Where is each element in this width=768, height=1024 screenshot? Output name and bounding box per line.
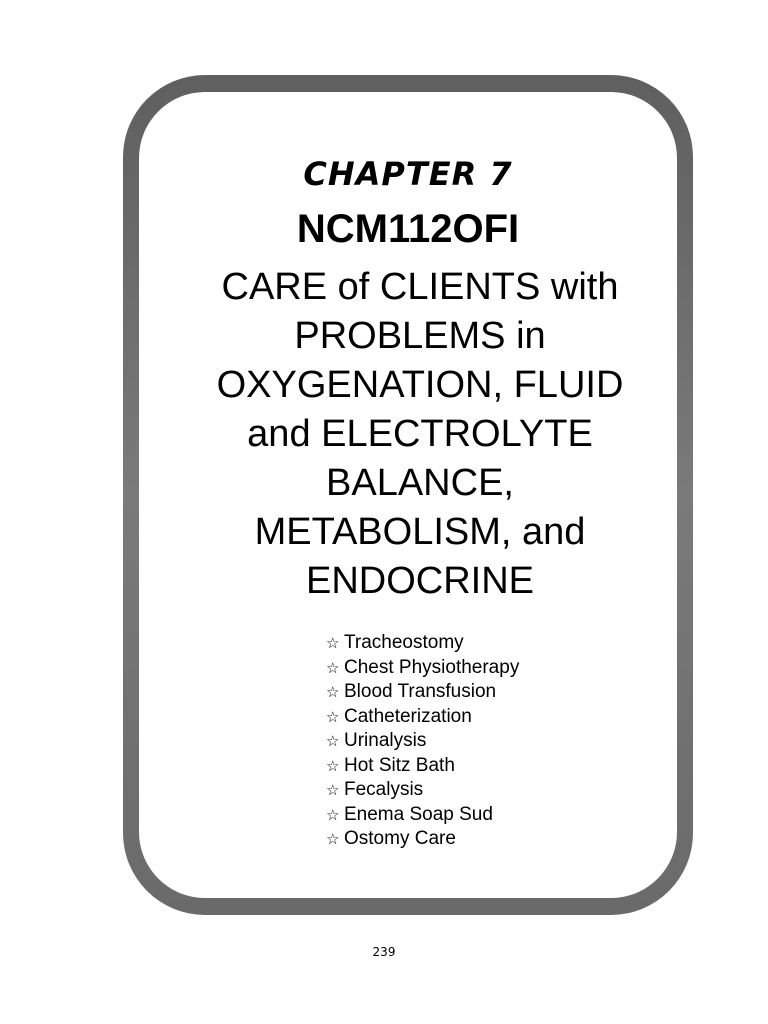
page-number: 239: [372, 945, 396, 959]
title-line: BALANCE,: [326, 462, 514, 504]
star-outline-icon: ☆: [326, 707, 340, 726]
topic-label: Chest Physiotherapy: [344, 656, 520, 678]
chapter-label: CHAPTER 7: [303, 155, 513, 193]
topic-label: Urinalysis: [344, 730, 427, 751]
topic-label: Tracheostomy: [344, 632, 464, 653]
star-outline-icon: ☆: [326, 683, 340, 701]
list-item: [326, 631, 519, 656]
star-outline-icon: ☆: [326, 805, 340, 824]
list-item: [326, 656, 519, 681]
title-line: CARE of CLIENTS with: [221, 266, 619, 308]
topic-label: Hot Sitz Bath: [344, 754, 455, 776]
list-item: [326, 705, 519, 730]
star-outline-icon: ☆: [326, 658, 340, 677]
topic-label: Ostomy Care: [344, 828, 456, 849]
list-item: [326, 729, 519, 754]
star-outline-icon: ☆: [326, 732, 340, 750]
list-item: [326, 827, 519, 852]
title-line: PROBLEMS in: [294, 315, 546, 357]
topic-label: Fecalysis: [344, 779, 424, 800]
list-item: [326, 778, 519, 803]
course-code: NCM112OFI: [296, 207, 520, 251]
topic-list: [326, 631, 519, 852]
list-item: [326, 803, 519, 828]
topic-label: Enema Soap Sud: [344, 803, 493, 825]
star-outline-icon: ☆: [326, 781, 340, 799]
chapter-title: [160, 263, 680, 606]
star-outline-icon: ☆: [326, 756, 340, 775]
star-outline-icon: ☆: [326, 634, 340, 652]
star-outline-icon: ☆: [326, 830, 340, 848]
title-line: OXYGENATION, FLUID: [216, 364, 624, 406]
title-line: and ELECTROLYTE: [247, 413, 593, 455]
topic-label: Blood Transfusion: [344, 681, 497, 702]
list-item: [326, 754, 519, 779]
list-item: [326, 680, 519, 705]
topic-label: Catheterization: [344, 705, 472, 727]
title-line: METABOLISM, and: [254, 511, 586, 553]
title-line: ENDOCRINE: [305, 560, 535, 602]
